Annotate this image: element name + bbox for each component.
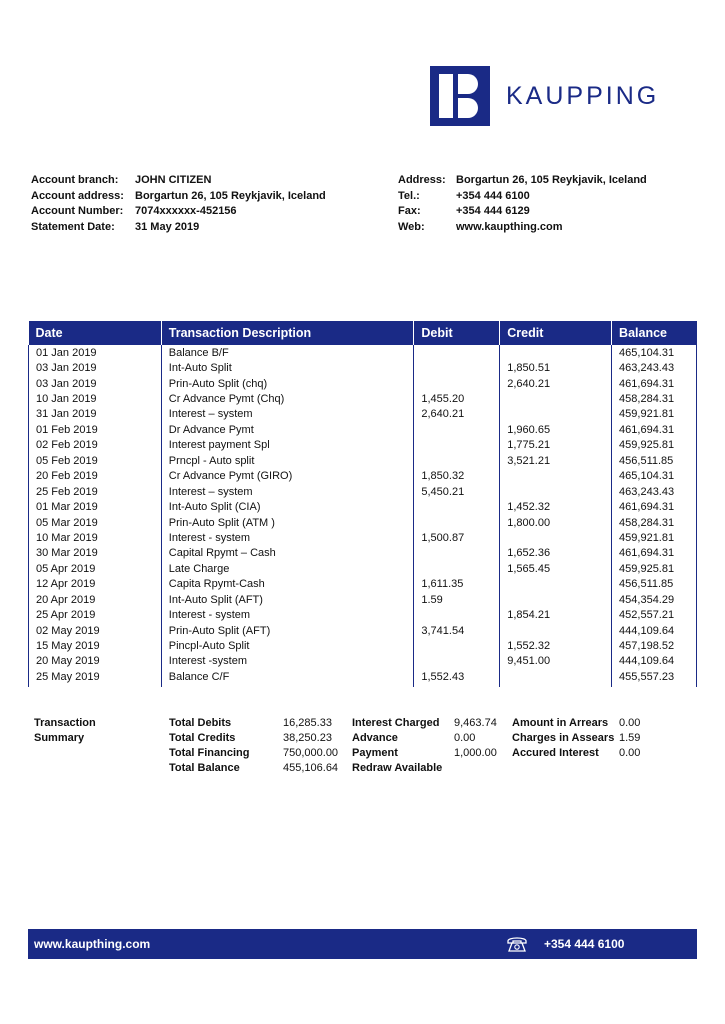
cell-date: 01 Jan 2019 [29,345,162,360]
summary-label: Total Financing [169,747,250,759]
column-header-description: Transaction Description [161,321,414,345]
summary-value: 0.00 [454,732,476,744]
cell-balance: 461,694.31 [612,422,697,437]
summary-value: 38,250.23 [283,732,332,744]
cell-description: Prin-Auto Split (ATM ) [161,515,414,530]
summary-label: Advance [352,732,398,744]
cell-debit [414,345,500,360]
cell-credit: 1,850.51 [500,360,612,375]
cell-balance: 458,284.31 [612,391,697,406]
cell-description: Dr Advance Pymt [161,422,414,437]
bank-address-row [398,173,647,189]
table-row [29,638,697,653]
info-label: Account address: [31,189,124,202]
brand-name: KAUPPING [506,81,660,110]
cell-credit [500,345,612,360]
cell-balance: 463,243.43 [612,360,697,375]
cell-date: 01 Feb 2019 [29,422,162,437]
cell-balance: 454,354.29 [612,592,697,607]
cell-date: 20 May 2019 [29,654,162,669]
cell-description: Capita Rpymt-Cash [161,577,414,592]
cell-debit: 1,552.43 [414,669,500,686]
cell-balance: 461,694.31 [612,376,697,391]
table-row [29,546,697,561]
cell-debit: 1,500.87 [414,530,500,545]
cell-credit: 1,800.00 [500,515,612,530]
cell-date: 05 Apr 2019 [29,561,162,576]
table-header-row [29,321,697,345]
cell-debit: 5,450.21 [414,484,500,499]
cell-description: Balance C/F [161,669,414,686]
table-row [29,453,697,468]
info-label: Tel.: [398,189,420,202]
cell-date: 10 Mar 2019 [29,530,162,545]
info-label: Account Number: [31,205,124,217]
cell-description: Interest -system [161,654,414,669]
cell-debit [414,438,500,453]
cell-date: 25 Apr 2019 [29,607,162,622]
info-value: 7074xxxxxx-452156 [135,205,237,217]
cell-description: Int-Auto Split (AFT) [161,592,414,607]
table-row [29,654,697,669]
cell-balance: 463,243.43 [612,484,697,499]
info-value: Borgartun 26, 105 Reykjavik, Iceland [456,174,647,186]
cell-debit: 3,741.54 [414,623,500,638]
cell-debit: 1.59 [414,592,500,607]
table-row [29,515,697,530]
summary-value: 0.00 [619,747,641,759]
cell-balance: 459,925.81 [612,561,697,576]
info-label: Statement Date: [31,220,115,233]
cell-date: 20 Feb 2019 [29,469,162,484]
cell-date: 02 Feb 2019 [29,438,162,453]
summary-value: 0.00 [619,717,641,729]
footer-url-link[interactable]: www.kaupthing.com [34,937,151,951]
cell-credit [500,391,612,406]
column-header-date: Date [29,321,162,345]
cell-date: 25 Feb 2019 [29,484,162,499]
cell-debit [414,422,500,437]
cell-date: 25 May 2019 [29,669,162,686]
account-number-row [31,204,326,220]
table-row [29,438,697,453]
cell-date: 15 May 2019 [29,638,162,653]
info-label: Web: [398,220,425,233]
bank-info [398,173,647,235]
cell-credit: 1,565.45 [500,561,612,576]
cell-credit: 1,775.21 [500,438,612,453]
cell-credit [500,484,612,499]
cell-balance: 456,511.85 [612,453,697,468]
table-row [29,484,697,499]
cell-description: Cr Advance Pymt (Chq) [161,391,414,406]
cell-date: 01 Mar 2019 [29,499,162,514]
cell-balance: 461,694.31 [612,499,697,514]
info-label: Account branch: [31,174,119,186]
cell-debit: 1,455.20 [414,391,500,406]
cell-balance: 455,557.23 [612,669,697,686]
bank-web-link[interactable]: www.kaupthing.com [456,220,563,233]
table-row [29,607,697,622]
summary-label: Payment [352,747,398,759]
cell-debit: 2,640.21 [414,407,500,422]
table-row [29,499,697,514]
footer-bar [28,929,697,959]
summary-value: 455,106.64 [283,762,339,774]
table-row [29,669,697,686]
cell-debit [414,654,500,669]
cell-description: Prin-Auto Split (chq) [161,376,414,391]
table-row [29,592,697,607]
summary-value: 9,463.74 [454,717,497,729]
cell-credit [500,592,612,607]
account-branch-row [31,173,326,189]
summary-label: Total Credits [169,732,236,744]
bank-web-row [398,220,647,236]
cell-credit [500,669,612,686]
cell-credit: 1,552.32 [500,638,612,653]
cell-debit [414,453,500,468]
cell-debit [414,607,500,622]
cell-description: Prin-Auto Split (AFT) [161,623,414,638]
cell-balance: 461,694.31 [612,546,697,561]
cell-balance: 444,109.64 [612,623,697,638]
cell-debit [414,515,500,530]
cell-credit: 3,521.21 [500,453,612,468]
cell-credit [500,623,612,638]
summary-label: Amount in Arrears [512,717,609,729]
table-row [29,623,697,638]
summary-label: Interest Charged [352,717,440,729]
cell-date: 10 Jan 2019 [29,391,162,406]
cell-credit: 1,652.36 [500,546,612,561]
cell-date: 31 Jan 2019 [29,407,162,422]
bank-tel-row [398,189,647,205]
cell-debit [414,546,500,561]
table-row [29,407,697,422]
cell-description: Interest - system [161,607,414,622]
info-value: +354 444 6100 [456,189,530,202]
summary-label: Total Balance [169,762,240,774]
summary-label: Redraw Available [352,762,443,774]
summary-value: 1.59 [619,732,641,744]
info-value: Borgartun 26, 105 Reykjavik, Iceland [135,189,326,202]
cell-debit [414,499,500,514]
cell-credit [500,469,612,484]
cell-debit: 1,611.35 [414,577,500,592]
cell-date: 03 Jan 2019 [29,376,162,391]
cell-balance: 465,104.31 [612,469,697,484]
column-header-balance: Balance [612,321,697,345]
cell-description: Int-Auto Split [161,360,414,375]
cell-balance: 457,198.52 [612,638,697,653]
bank-fax-row [398,204,647,220]
summary-title-line2: Summary [34,732,85,744]
cell-description: Interest payment Spl [161,438,414,453]
cell-debit: 1,850.32 [414,469,500,484]
cell-credit: 1,452.32 [500,499,612,514]
cell-date: 05 Feb 2019 [29,453,162,468]
info-label: Address: [398,174,446,186]
table-row [29,360,697,375]
summary-value: 1,000.00 [454,747,497,759]
table-row [29,422,697,437]
cell-balance: 444,109.64 [612,654,697,669]
telephone-icon [506,934,528,954]
account-info [31,173,326,235]
summary-label: Accured Interest [512,747,599,759]
cell-balance: 459,925.81 [612,438,697,453]
column-header-credit: Credit [500,321,612,345]
statement-date-row [31,220,326,236]
cell-balance: 459,921.81 [612,407,697,422]
footer-phone: +354 444 6100 [544,937,625,951]
cell-description: Interest – system [161,484,414,499]
cell-balance: 465,104.31 [612,345,697,360]
summary-value: 750,000.00 [283,747,339,759]
cell-debit [414,376,500,391]
cell-description: Prncpl - Auto split [161,453,414,468]
table-row [29,577,697,592]
cell-description: Pincpl-Auto Split [161,638,414,653]
cell-date: 20 Apr 2019 [29,592,162,607]
info-value: JOHN CITIZEN [135,174,212,186]
cell-description: Interest - system [161,530,414,545]
cell-description: Balance B/F [161,345,414,360]
cell-credit [500,577,612,592]
info-value: +354 444 6129 [456,205,530,217]
summary-value: 16,285.33 [283,717,332,729]
table-row [29,376,697,391]
cell-debit [414,561,500,576]
cell-credit [500,530,612,545]
cell-credit: 1,960.65 [500,422,612,437]
table-row [29,561,697,576]
info-value: 31 May 2019 [135,220,200,233]
table-row [29,391,697,406]
cell-date: 30 Mar 2019 [29,546,162,561]
summary-label: Charges in Assears [512,732,615,744]
cell-credit [500,407,612,422]
cell-date: 03 Jan 2019 [29,360,162,375]
table-row [29,345,697,360]
column-header-debit: Debit [414,321,500,345]
table-row [29,469,697,484]
cell-balance: 458,284.31 [612,515,697,530]
transactions-body [29,345,697,687]
summary-label: Total Debits [169,717,232,729]
cell-description: Cr Advance Pymt (GIRO) [161,469,414,484]
cell-description: Interest – system [161,407,414,422]
cell-debit [414,638,500,653]
logo-mark-icon [430,66,490,126]
account-address-row [31,189,326,205]
cell-description: Capital Rpymt – Cash [161,546,414,561]
info-label: Fax: [398,205,421,217]
transactions-table [28,321,697,687]
cell-balance: 459,921.81 [612,530,697,545]
cell-date: 02 May 2019 [29,623,162,638]
cell-description: Int-Auto Split (CIA) [161,499,414,514]
summary-title-line1: Transaction [34,717,96,729]
cell-balance: 452,557.21 [612,607,697,622]
cell-date: 05 Mar 2019 [29,515,162,530]
cell-credit: 2,640.21 [500,376,612,391]
cell-description: Late Charge [161,561,414,576]
table-row [29,530,697,545]
brand-logo [430,66,659,126]
cell-credit: 9,451.00 [500,654,612,669]
cell-credit: 1,854.21 [500,607,612,622]
cell-date: 12 Apr 2019 [29,577,162,592]
cell-balance: 456,511.85 [612,577,697,592]
cell-debit [414,360,500,375]
